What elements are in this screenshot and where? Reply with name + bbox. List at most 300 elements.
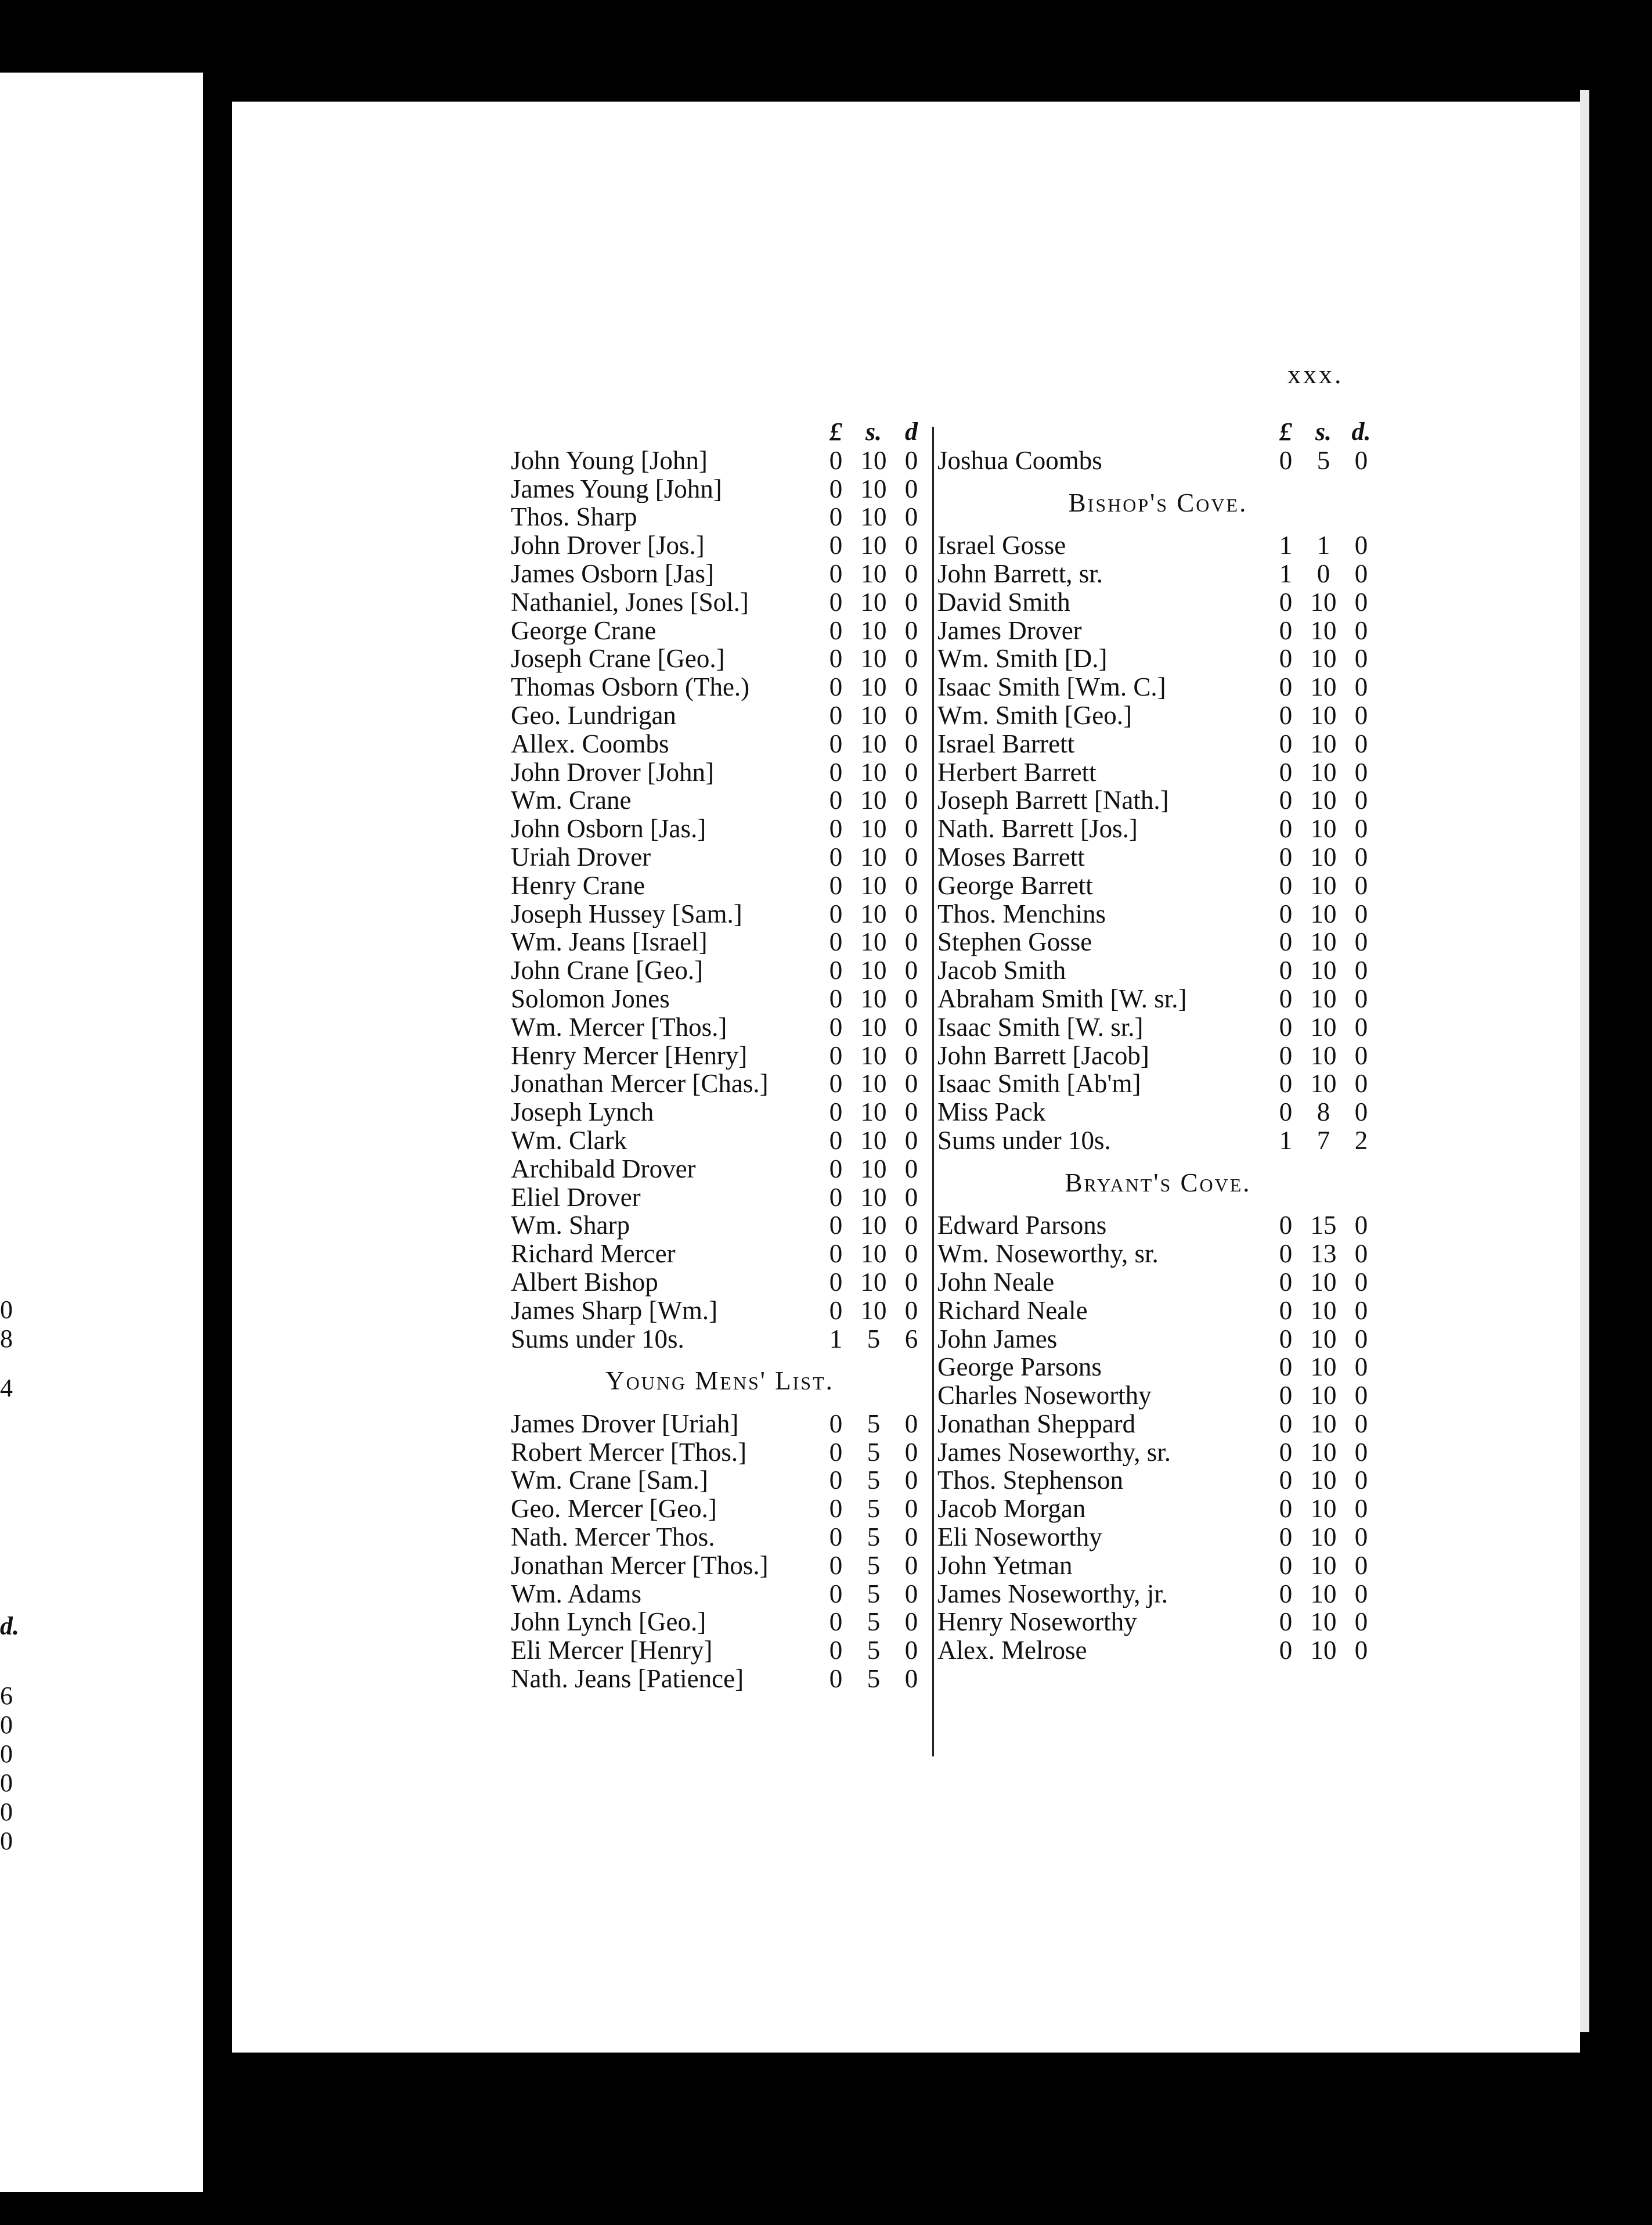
entry-pounds: 0 — [1279, 1636, 1293, 1665]
entry-shillings: 10 — [1310, 615, 1337, 645]
entry-pence: 0 — [904, 729, 918, 758]
margin-fragment: 0 — [0, 1740, 13, 1768]
entry-pence: 0 — [1354, 672, 1368, 702]
entry-shillings: 10 — [1310, 1381, 1337, 1410]
entry-pounds: 0 — [1279, 1352, 1293, 1382]
entry-shillings: 10 — [860, 786, 887, 815]
entry-pence: 0 — [1354, 1522, 1368, 1552]
entry-name: Nath. Jeans [Patience] — [511, 1665, 744, 1693]
list-item — [511, 758, 929, 787]
list-item — [937, 1325, 1379, 1353]
entry-pounds: 0 — [1279, 1012, 1293, 1042]
entry-pence: 0 — [1354, 842, 1368, 872]
entry-pounds: 0 — [829, 1125, 843, 1155]
entry-pounds: 0 — [1279, 984, 1293, 1013]
list-item — [511, 673, 929, 701]
bishops-cove-list — [937, 531, 1379, 1155]
entry-name: Eli Noseworthy — [937, 1523, 1102, 1551]
entry-shillings: 10 — [860, 1154, 887, 1183]
entry-pounds: 0 — [829, 1267, 843, 1297]
entry-name: Henry Crane — [511, 871, 645, 900]
entry-pounds: 0 — [829, 1636, 843, 1665]
currency-header — [937, 418, 1379, 447]
entry-shillings: 10 — [1310, 644, 1337, 674]
entry-name: George Barrett — [937, 871, 1093, 900]
right-column — [937, 418, 1379, 1665]
entry-pence: 0 — [904, 1522, 918, 1552]
page-number: xxx. — [1287, 359, 1344, 389]
margin-fragment: 0 — [0, 1295, 13, 1324]
entry-name: Wm. Smith [D.] — [937, 645, 1108, 674]
entry-pounds: 1 — [1279, 1125, 1293, 1155]
entry-pence: 6 — [904, 1324, 918, 1353]
entry-pence: 0 — [904, 927, 918, 957]
entry-pounds: 0 — [1279, 672, 1293, 702]
entry-pence: 0 — [904, 672, 918, 702]
entry-name: Albert Bishop — [511, 1268, 658, 1297]
entry-pence: 0 — [904, 644, 918, 674]
entry-pounds: 0 — [1279, 927, 1293, 957]
entry-pence: 0 — [904, 1494, 918, 1524]
entry-name: Wm. Jeans [Israel] — [511, 928, 708, 957]
entry-pence: 0 — [904, 814, 918, 844]
currency-header — [511, 418, 929, 447]
list-item — [511, 1183, 929, 1212]
entry-name: Israel Barrett — [937, 729, 1075, 758]
shillings-header: s. — [1315, 417, 1332, 446]
entry-shillings: 10 — [1310, 956, 1337, 985]
entry-pence: 0 — [904, 1069, 918, 1099]
list-item — [937, 1438, 1379, 1467]
entry-pence: 2 — [1354, 1125, 1368, 1155]
list-item — [511, 588, 929, 617]
entry-name: John Barrett [Jacob] — [937, 1041, 1149, 1070]
list-item — [937, 1211, 1379, 1240]
entry-pounds: 0 — [1279, 1466, 1293, 1495]
entry-pence: 0 — [1354, 1211, 1368, 1240]
entry-name: James Osborn [Jas] — [511, 559, 714, 588]
entry-shillings: 10 — [1310, 700, 1337, 730]
list-item — [511, 872, 929, 900]
entry-pounds: 1 — [829, 1324, 843, 1353]
entry-shillings: 5 — [867, 1522, 881, 1552]
entry-name: Wm. Adams — [511, 1579, 641, 1608]
entry-pounds: 0 — [1279, 1324, 1293, 1353]
margin-fragment: 0 — [0, 1711, 13, 1739]
entry-name: Wm. Crane [Sam.] — [511, 1466, 708, 1495]
entry-name: James Noseworthy, sr. — [937, 1438, 1171, 1467]
entry-shillings: 10 — [1310, 729, 1337, 758]
entry-pence: 0 — [1354, 1352, 1368, 1382]
entry-name: James Sharp [Wm.] — [511, 1296, 718, 1325]
entry-name: Nath. Mercer Thos. — [511, 1523, 715, 1551]
entry-name: Eli Mercer [Henry] — [511, 1636, 713, 1665]
entry-pence: 0 — [1354, 615, 1368, 645]
entry-name: Richard Neale — [937, 1296, 1088, 1325]
entry-pounds: 0 — [829, 559, 843, 588]
entry-pounds: 0 — [1279, 1239, 1293, 1269]
entry-shillings: 10 — [1310, 1041, 1337, 1070]
list-item — [511, 1608, 929, 1636]
entry-name: Isaac Smith [Ab'm] — [937, 1070, 1141, 1099]
entry-pounds: 0 — [1279, 700, 1293, 730]
list-item — [511, 786, 929, 815]
entry-pence: 0 — [904, 1437, 918, 1467]
list-item — [937, 673, 1379, 701]
entry-name: John Osborn [Jas.] — [511, 815, 706, 843]
entry-pence: 0 — [904, 615, 918, 645]
entry-pounds: 0 — [1279, 1097, 1293, 1127]
pounds-header: £ — [829, 417, 842, 446]
entry-name: James Noseworthy, jr. — [937, 1579, 1168, 1608]
entry-pence: 0 — [1354, 587, 1368, 617]
entry-pounds: 1 — [1279, 531, 1293, 560]
list-item — [937, 1268, 1379, 1297]
entry-pounds: 0 — [829, 1154, 843, 1183]
entry-pounds: 0 — [829, 1041, 843, 1070]
list-item — [511, 985, 929, 1013]
list-item — [511, 1551, 929, 1580]
entry-name: Allex. Coombs — [511, 729, 669, 758]
entry-shillings: 5 — [1316, 445, 1330, 475]
entry-pence: 0 — [1354, 927, 1368, 957]
entry-pounds: 0 — [829, 615, 843, 645]
entry-name: George Crane — [511, 616, 657, 645]
list-item — [937, 1381, 1379, 1410]
entry-shillings: 5 — [867, 1607, 881, 1637]
entry-pence: 0 — [904, 1097, 918, 1127]
list-item — [937, 1013, 1379, 1042]
entry-pounds: 0 — [1279, 1295, 1293, 1325]
entry-pence: 0 — [904, 559, 918, 588]
entry-pence: 0 — [1354, 1607, 1368, 1637]
entry-pence: 0 — [904, 1466, 918, 1495]
entry-pounds: 0 — [1279, 1437, 1293, 1467]
list-item — [511, 843, 929, 872]
entry-name: Isaac Smith [W. sr.] — [937, 1013, 1144, 1042]
young-mens-list — [511, 1410, 929, 1693]
entry-name: John Yetman — [937, 1551, 1073, 1580]
entry-pence: 0 — [1354, 700, 1368, 730]
entry-name: Sums under 10s. — [511, 1324, 684, 1353]
page-edge — [1580, 90, 1589, 2032]
subscriber-list — [511, 447, 929, 1353]
entry-shillings: 10 — [860, 1211, 887, 1240]
entry-pence: 0 — [1354, 1239, 1368, 1269]
list-item — [937, 560, 1379, 588]
entry-pence: 0 — [1354, 1069, 1368, 1099]
entry-pence: 0 — [1354, 814, 1368, 844]
entry-name: James Drover — [937, 616, 1082, 645]
list-item — [937, 645, 1379, 673]
margin-fragment: 0 — [0, 1798, 13, 1826]
entry-name: Jacob Smith — [937, 956, 1066, 985]
list-item — [511, 1580, 929, 1608]
entry-shillings: 10 — [1310, 786, 1337, 815]
entry-pence: 0 — [904, 1607, 918, 1637]
column-divider — [932, 427, 934, 1756]
entry-pence: 0 — [904, 700, 918, 730]
entry-pounds: 0 — [829, 672, 843, 702]
entry-shillings: 10 — [860, 1012, 887, 1042]
list-item — [937, 1551, 1379, 1580]
entry-name: Abraham Smith [W. sr.] — [937, 984, 1187, 1013]
list-item — [937, 730, 1379, 758]
entry-pence: 0 — [904, 1295, 918, 1325]
entry-pounds: 0 — [829, 1069, 843, 1099]
entry-pounds: 0 — [829, 1522, 843, 1552]
entry-pounds: 0 — [1279, 1267, 1293, 1297]
entry-pence: 0 — [904, 956, 918, 985]
entry-shillings: 10 — [1310, 1295, 1337, 1325]
entry-pounds: 0 — [1279, 729, 1293, 758]
list-item — [511, 1098, 929, 1126]
entry-name: Nath. Barrett [Jos.] — [937, 815, 1138, 843]
entry-shillings: 10 — [860, 956, 887, 985]
entry-pence: 0 — [904, 1579, 918, 1608]
entry-name: John Barrett, sr. — [937, 559, 1103, 588]
entry-pounds: 0 — [829, 1409, 843, 1438]
entry-pounds: 1 — [1279, 559, 1293, 588]
entry-pence: 0 — [1354, 1381, 1368, 1410]
entry-name: Joseph Crane [Geo.] — [511, 645, 725, 674]
entry-shillings: 10 — [860, 644, 887, 674]
entry-pence: 0 — [1354, 1409, 1368, 1438]
list-item — [937, 617, 1379, 645]
entry-shillings: 0 — [1316, 559, 1330, 588]
entry-name: Nathaniel, Jones [Sol.] — [511, 588, 749, 617]
entry-name: Moses Barrett — [937, 843, 1085, 872]
entry-pence: 0 — [904, 1239, 918, 1269]
entry-pounds: 0 — [829, 502, 843, 532]
entry-pence: 0 — [904, 842, 918, 872]
entry-pounds: 0 — [829, 899, 843, 928]
entry-pounds: 0 — [1279, 786, 1293, 815]
left-page-fragment — [0, 73, 203, 2192]
entry-pounds: 0 — [1279, 1381, 1293, 1410]
list-item — [937, 1523, 1379, 1551]
list-item — [511, 645, 929, 673]
entry-pence: 0 — [1354, 870, 1368, 900]
entry-shillings: 10 — [860, 757, 887, 787]
list-item — [511, 1325, 929, 1353]
entry-pounds: 0 — [829, 1182, 843, 1212]
entry-pounds: 0 — [829, 729, 843, 758]
entry-pence: 0 — [1354, 445, 1368, 475]
entry-pounds: 0 — [829, 757, 843, 787]
entry-name: Archibald Drover — [511, 1154, 696, 1183]
entry-name: Miss Pack — [937, 1098, 1046, 1126]
entry-shillings: 10 — [1310, 927, 1337, 957]
entry-pounds: 0 — [829, 1607, 843, 1637]
bryants-cove-list — [937, 1211, 1379, 1665]
entry-pence: 0 — [1354, 1012, 1368, 1042]
entry-shillings: 10 — [1310, 1550, 1337, 1580]
list-item — [511, 503, 929, 531]
entry-name: Alex. Melrose — [937, 1636, 1087, 1665]
entry-name: Stephen Gosse — [937, 928, 1092, 957]
entry-shillings: 5 — [867, 1550, 881, 1580]
list-item — [511, 1268, 929, 1297]
list-item — [937, 1070, 1379, 1098]
entry-shillings: 10 — [860, 1267, 887, 1297]
entry-pence: 0 — [1354, 1295, 1368, 1325]
entry-pounds: 0 — [1279, 1211, 1293, 1240]
entry-name: Robert Mercer [Thos.] — [511, 1438, 747, 1467]
entry-shillings: 10 — [860, 1041, 887, 1070]
entry-pounds: 0 — [1279, 870, 1293, 900]
entry-pence: 0 — [1354, 729, 1368, 758]
entry-pence: 0 — [1354, 1636, 1368, 1665]
entry-shillings: 5 — [867, 1409, 881, 1438]
entry-pence: 0 — [1354, 644, 1368, 674]
margin-fragment: 0 — [0, 1827, 13, 1855]
list-item — [511, 1636, 929, 1665]
entry-pounds: 0 — [829, 870, 843, 900]
list-item — [511, 447, 929, 475]
entry-pounds: 0 — [829, 1239, 843, 1269]
entry-pence: 0 — [1354, 559, 1368, 588]
entry-shillings: 10 — [1310, 1324, 1337, 1353]
entry-pounds: 0 — [829, 644, 843, 674]
entry-pence: 0 — [904, 984, 918, 1013]
entry-shillings: 15 — [1310, 1211, 1337, 1240]
list-item — [511, 1665, 929, 1693]
entry-pounds: 0 — [829, 956, 843, 985]
entry-shillings: 10 — [1310, 984, 1337, 1013]
entry-pence: 0 — [904, 899, 918, 928]
list-item — [511, 1211, 929, 1240]
list-item — [511, 1070, 929, 1098]
entry-pounds: 0 — [1279, 1522, 1293, 1552]
entry-pence: 0 — [1354, 1550, 1368, 1580]
entry-shillings: 5 — [867, 1664, 881, 1694]
entry-pounds: 0 — [829, 700, 843, 730]
entry-pence: 0 — [904, 1550, 918, 1580]
entry-shillings: 10 — [1310, 1437, 1337, 1467]
entry-pounds: 0 — [829, 984, 843, 1013]
list-item — [511, 815, 929, 843]
entry-shillings: 10 — [860, 814, 887, 844]
list-item — [511, 617, 929, 645]
entry-name: John Young [John] — [511, 446, 708, 475]
entry-shillings: 10 — [860, 445, 887, 475]
entry-shillings: 10 — [1310, 587, 1337, 617]
entry-pounds: 0 — [829, 587, 843, 617]
entry-shillings: 10 — [860, 984, 887, 1013]
entry-pounds: 0 — [829, 531, 843, 560]
list-item — [937, 1240, 1379, 1268]
margin-fragment: 4 — [0, 1374, 13, 1402]
entry-shillings: 10 — [860, 587, 887, 617]
entry-name: Wm. Crane — [511, 786, 632, 815]
entry-name: Henry Noseworthy — [937, 1608, 1137, 1637]
entry-name: Uriah Drover — [511, 843, 651, 872]
entry-name: Herbert Barrett — [937, 758, 1096, 787]
entry-shillings: 5 — [867, 1579, 881, 1608]
list-item — [511, 1523, 929, 1551]
entry-shillings: 10 — [1310, 757, 1337, 787]
entry-pence: 0 — [904, 445, 918, 475]
entry-shillings: 10 — [860, 1295, 887, 1325]
entry-pence: 0 — [904, 474, 918, 503]
entry-shillings: 10 — [860, 1125, 887, 1155]
entry-shillings: 5 — [867, 1494, 881, 1524]
entry-pence: 0 — [904, 587, 918, 617]
entry-name: Joseph Barrett [Nath.] — [937, 786, 1169, 815]
list-item — [937, 956, 1379, 985]
entry-pence: 0 — [1354, 1267, 1368, 1297]
entry-name: Wm. Sharp — [511, 1211, 630, 1240]
entry-name: David Smith — [937, 588, 1070, 617]
entry-pounds: 0 — [829, 1494, 843, 1524]
entry-pounds: 0 — [1279, 445, 1293, 475]
entry-name: James Drover [Uriah] — [511, 1409, 739, 1438]
entry-pounds: 0 — [829, 1012, 843, 1042]
entry-pounds: 0 — [1279, 1607, 1293, 1637]
entry-shillings: 10 — [1310, 1522, 1337, 1552]
entry-pounds: 0 — [1279, 1494, 1293, 1524]
margin-fragment: d. — [0, 1612, 19, 1640]
list-item — [937, 985, 1379, 1013]
shillings-header: s. — [865, 417, 882, 446]
entry-name: Jonathan Sheppard — [937, 1409, 1136, 1438]
entry-name: Edward Parsons — [937, 1211, 1107, 1240]
entry-shillings: 5 — [867, 1324, 881, 1353]
entry-name: Wm. Clark — [511, 1126, 627, 1155]
list-item — [937, 1042, 1379, 1070]
entry-shillings: 10 — [1310, 672, 1337, 702]
list-item — [937, 843, 1379, 872]
list-item — [511, 1410, 929, 1438]
entry-name: John Drover [John] — [511, 758, 714, 787]
entry-pounds: 0 — [829, 814, 843, 844]
entry-shillings: 10 — [860, 700, 887, 730]
list-item — [511, 1155, 929, 1183]
entry-pounds: 0 — [1279, 1550, 1293, 1580]
entry-pence: 0 — [904, 786, 918, 815]
list-item — [511, 701, 929, 730]
list-item — [511, 928, 929, 956]
entry-shillings: 5 — [867, 1636, 881, 1665]
list-item — [937, 588, 1379, 617]
entry-name: Eliel Drover — [511, 1183, 641, 1212]
entry-pence: 0 — [1354, 1579, 1368, 1608]
entry-name: James Young [John] — [511, 474, 722, 503]
entry-shillings: 10 — [860, 1069, 887, 1099]
entry-pounds: 0 — [829, 786, 843, 815]
entry-name: Joseph Lynch — [511, 1098, 654, 1126]
entry-shillings: 10 — [1310, 1579, 1337, 1608]
list-item — [511, 1297, 929, 1325]
entry-pence: 0 — [1354, 984, 1368, 1013]
entry-pounds: 0 — [829, 1437, 843, 1467]
entry-name: Thos. Sharp — [511, 503, 637, 532]
entry-name: Thos. Stephenson — [937, 1466, 1123, 1495]
entry-shillings: 10 — [860, 842, 887, 872]
entry-shillings: 10 — [1310, 1494, 1337, 1524]
entry-pence: 0 — [904, 1409, 918, 1438]
entry-name: Thos. Menchins — [937, 899, 1106, 928]
entry-name: Henry Mercer [Henry] — [511, 1041, 748, 1070]
margin-fragment: 8 — [0, 1324, 13, 1353]
entry-shillings: 10 — [860, 1182, 887, 1212]
list-item — [937, 1297, 1379, 1325]
list-item — [937, 1466, 1379, 1495]
entry-pounds: 0 — [1279, 615, 1293, 645]
entry-name: George Parsons — [937, 1353, 1102, 1382]
entry-pounds: 0 — [829, 1664, 843, 1694]
